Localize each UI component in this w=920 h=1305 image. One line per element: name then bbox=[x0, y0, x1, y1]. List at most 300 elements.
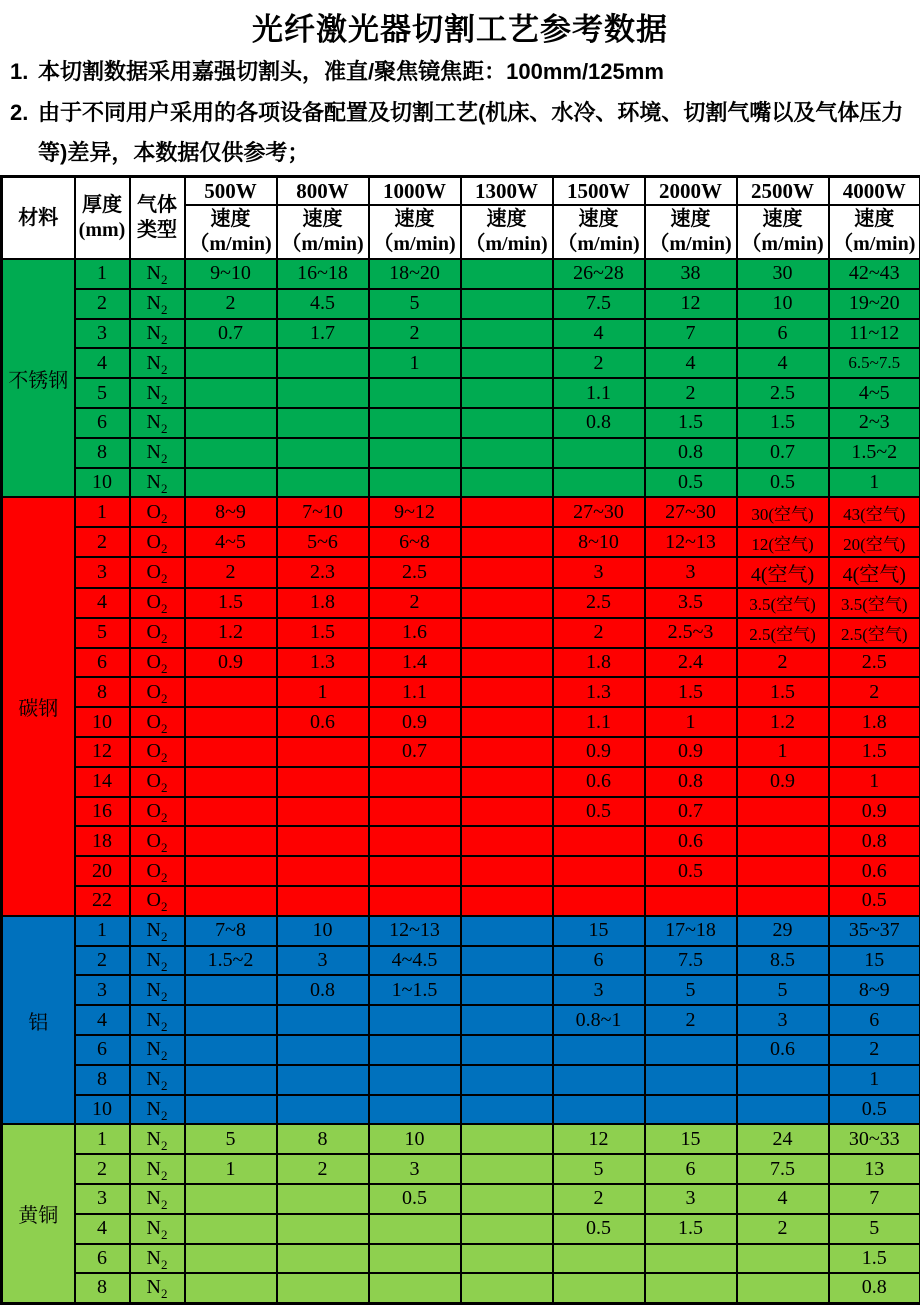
table-row bbox=[2, 1035, 920, 1065]
speed-cell bbox=[185, 1095, 277, 1125]
speed-cell: 9~10 bbox=[185, 259, 277, 289]
speed-cell: 38 bbox=[645, 259, 737, 289]
thickness-cell: 10 bbox=[75, 707, 130, 737]
speed-cell: 2 bbox=[185, 557, 277, 588]
speed-cell: 42~43 bbox=[829, 259, 920, 289]
speed-header-2500W: 速度 （m/min) bbox=[737, 205, 829, 259]
table-row bbox=[2, 408, 920, 438]
thickness-cell: 1 bbox=[75, 916, 130, 946]
thickness-cell: 14 bbox=[75, 767, 130, 797]
speed-cell bbox=[185, 707, 277, 737]
speed-cell: 0.6 bbox=[277, 707, 369, 737]
speed-cell bbox=[185, 856, 277, 886]
speed-cell bbox=[461, 468, 553, 498]
speed-cell: 0.8 bbox=[553, 408, 645, 438]
power-header-4000W: 4000W bbox=[829, 177, 920, 206]
speed-cell bbox=[461, 648, 553, 678]
thickness-cell: 8 bbox=[75, 438, 130, 468]
thickness-cell: 3 bbox=[75, 1184, 130, 1214]
table-row bbox=[2, 1214, 920, 1244]
table-row bbox=[2, 319, 920, 349]
speed-cell: 0.7 bbox=[645, 797, 737, 827]
thickness-cell: 16 bbox=[75, 797, 130, 827]
speed-cell bbox=[461, 259, 553, 289]
speed-cell: 1.5~2 bbox=[829, 438, 920, 468]
speed-cell: 4 bbox=[737, 1184, 829, 1214]
speed-cell bbox=[461, 946, 553, 976]
speed-cell: 1.5 bbox=[645, 408, 737, 438]
speed-cell: 0.7 bbox=[369, 737, 461, 767]
speed-cell bbox=[461, 1124, 553, 1154]
speed-cell: 1.5 bbox=[277, 618, 369, 648]
speed-cell: 27~30 bbox=[645, 497, 737, 527]
speed-cell: 1.2 bbox=[185, 618, 277, 648]
speed-cell: 1.6 bbox=[369, 618, 461, 648]
speed-cell: 6~8 bbox=[369, 527, 461, 557]
gas-cell: $N_2$ bbox=[130, 946, 185, 976]
speed-cell: 19~20 bbox=[829, 289, 920, 319]
table-row bbox=[2, 648, 920, 678]
speed-cell: 4~5 bbox=[185, 527, 277, 557]
table-row bbox=[2, 916, 920, 946]
speed-cell: 1.8 bbox=[277, 588, 369, 618]
thickness-cell: 8 bbox=[75, 677, 130, 707]
gas-cell: $O_2$ bbox=[130, 856, 185, 886]
gas-cell: $N_2$ bbox=[130, 1035, 185, 1065]
thickness-cell: 4 bbox=[75, 1214, 130, 1244]
speed-cell: 1.5~2 bbox=[185, 946, 277, 976]
speed-cell bbox=[277, 1184, 369, 1214]
material-cell: 不锈钢 bbox=[2, 259, 75, 497]
speed-cell bbox=[461, 826, 553, 856]
speed-cell bbox=[185, 1005, 277, 1035]
speed-cell: 1 bbox=[829, 468, 920, 498]
gas-cell: $O_2$ bbox=[130, 677, 185, 707]
speed-cell: 2 bbox=[737, 648, 829, 678]
thickness-cell: 2 bbox=[75, 1154, 130, 1184]
gas-cell: $N_2$ bbox=[130, 1095, 185, 1125]
note-2-text: 由于不同用户采用的各项设备配置及切割工艺(机床、水冷、环境、切割气嘴以及气体压力等)差异，本数据仅供参考； bbox=[38, 93, 912, 173]
speed-cell bbox=[737, 886, 829, 916]
table-row bbox=[2, 259, 920, 289]
speed-cell bbox=[185, 1273, 277, 1303]
speed-cell bbox=[461, 916, 553, 946]
table-row bbox=[2, 1095, 920, 1125]
speed-cell: 0.9 bbox=[829, 797, 920, 827]
thickness-cell: 10 bbox=[75, 468, 130, 498]
table-row bbox=[2, 1273, 920, 1303]
speed-cell: 5~6 bbox=[277, 527, 369, 557]
speed-cell bbox=[277, 438, 369, 468]
speed-cell bbox=[461, 289, 553, 319]
speed-cell: 1.5 bbox=[829, 737, 920, 767]
speed-cell: 8~10 bbox=[553, 527, 645, 557]
speed-cell: 1.4 bbox=[369, 648, 461, 678]
speed-cell: 0.6 bbox=[645, 826, 737, 856]
speed-cell: 7 bbox=[645, 319, 737, 349]
thickness-cell: 1 bbox=[75, 259, 130, 289]
speed-cell bbox=[461, 1035, 553, 1065]
speed-cell: 2 bbox=[369, 319, 461, 349]
speed-cell bbox=[185, 1184, 277, 1214]
speed-cell bbox=[277, 737, 369, 767]
speed-cell: 0.8~1 bbox=[553, 1005, 645, 1035]
speed-cell bbox=[737, 797, 829, 827]
speed-cell bbox=[461, 588, 553, 618]
note-1-text: 本切割数据采用嘉强切割头，准直/聚焦镜焦距：100mm/125mm bbox=[38, 52, 912, 92]
speed-cell: 3 bbox=[645, 1184, 737, 1214]
speed-cell bbox=[185, 826, 277, 856]
speed-cell: 0.5 bbox=[645, 856, 737, 886]
speed-cell: 0.5 bbox=[737, 468, 829, 498]
speed-cell bbox=[553, 468, 645, 498]
speed-cell bbox=[277, 1035, 369, 1065]
speed-cell bbox=[277, 1005, 369, 1035]
power-header-1500W: 1500W bbox=[553, 177, 645, 206]
speed-cell bbox=[553, 826, 645, 856]
table-row bbox=[2, 1244, 920, 1274]
speed-cell: 2.5 bbox=[829, 648, 920, 678]
speed-cell: 1.5 bbox=[185, 588, 277, 618]
speed-cell: 1.5 bbox=[737, 677, 829, 707]
speed-cell: 1.1 bbox=[369, 677, 461, 707]
speed-cell: 0.9 bbox=[369, 707, 461, 737]
speed-cell bbox=[369, 378, 461, 408]
speed-cell: 4(空气) bbox=[737, 557, 829, 588]
speed-cell: 0.8 bbox=[645, 438, 737, 468]
speed-cell: 3 bbox=[553, 557, 645, 588]
speed-cell: 3 bbox=[369, 1154, 461, 1184]
gas-cell: $O_2$ bbox=[130, 557, 185, 588]
speed-cell: 1.5 bbox=[645, 677, 737, 707]
speed-cell bbox=[461, 1273, 553, 1303]
speed-cell: 1 bbox=[369, 348, 461, 378]
speed-cell: 30~33 bbox=[829, 1124, 920, 1154]
thickness-column-header: 厚度 (mm) bbox=[75, 177, 130, 260]
speed-cell: 0.6 bbox=[829, 856, 920, 886]
speed-cell bbox=[461, 1214, 553, 1244]
thickness-cell: 4 bbox=[75, 348, 130, 378]
speed-cell: 0.5 bbox=[829, 1095, 920, 1125]
speed-cell bbox=[277, 886, 369, 916]
speed-cell: 1 bbox=[829, 1065, 920, 1095]
thickness-cell: 3 bbox=[75, 319, 130, 349]
speed-cell: 15 bbox=[553, 916, 645, 946]
speed-cell bbox=[369, 886, 461, 916]
speed-cell: 2.5~3 bbox=[645, 618, 737, 648]
speed-cell: 1.8 bbox=[553, 648, 645, 678]
speed-cell: 6 bbox=[645, 1154, 737, 1184]
speed-cell bbox=[461, 1005, 553, 1035]
speed-cell bbox=[277, 1244, 369, 1274]
speed-cell: 1 bbox=[645, 707, 737, 737]
speed-cell: 13 bbox=[829, 1154, 920, 1184]
speed-cell: 6 bbox=[737, 319, 829, 349]
speed-cell bbox=[645, 886, 737, 916]
gas-cell: $N_2$ bbox=[130, 1154, 185, 1184]
gas-column-header: 气体 类型 bbox=[130, 177, 185, 260]
speed-cell: 5 bbox=[737, 975, 829, 1005]
speed-cell: 3 bbox=[553, 975, 645, 1005]
thickness-cell: 6 bbox=[75, 1244, 130, 1274]
speed-cell: 4~4.5 bbox=[369, 946, 461, 976]
table-row bbox=[2, 707, 920, 737]
thickness-cell: 1 bbox=[75, 497, 130, 527]
speed-cell: 2.5(空气) bbox=[737, 618, 829, 648]
thickness-cell: 12 bbox=[75, 737, 130, 767]
speed-cell: 1.5 bbox=[645, 1214, 737, 1244]
speed-cell: 0.9 bbox=[185, 648, 277, 678]
speed-cell bbox=[277, 767, 369, 797]
speed-cell: 26~28 bbox=[553, 259, 645, 289]
speed-cell bbox=[461, 497, 553, 527]
speed-cell: 0.6 bbox=[737, 1035, 829, 1065]
thickness-cell: 8 bbox=[75, 1065, 130, 1095]
speed-cell bbox=[277, 348, 369, 378]
speed-cell: 2.4 bbox=[645, 648, 737, 678]
speed-cell bbox=[185, 677, 277, 707]
speed-cell: 20(空气) bbox=[829, 527, 920, 557]
speed-cell bbox=[553, 1065, 645, 1095]
gas-cell: $O_2$ bbox=[130, 618, 185, 648]
table-row bbox=[2, 378, 920, 408]
speed-cell bbox=[369, 1005, 461, 1035]
gas-cell: $N_2$ bbox=[130, 468, 185, 498]
speed-cell bbox=[185, 886, 277, 916]
speed-cell bbox=[369, 1065, 461, 1095]
speed-cell bbox=[645, 1035, 737, 1065]
speed-cell: 10 bbox=[369, 1124, 461, 1154]
speed-cell: 30(空气) bbox=[737, 497, 829, 527]
speed-header-1500W: 速度 （m/min) bbox=[553, 205, 645, 259]
speed-cell: 0.6 bbox=[553, 767, 645, 797]
gas-cell: $N_2$ bbox=[130, 1124, 185, 1154]
speed-cell bbox=[737, 856, 829, 886]
notes-block bbox=[10, 52, 912, 174]
gas-cell: $N_2$ bbox=[130, 289, 185, 319]
speed-cell: 5 bbox=[553, 1154, 645, 1184]
speed-cell bbox=[277, 1214, 369, 1244]
table-row bbox=[2, 348, 920, 378]
speed-cell: 1 bbox=[185, 1154, 277, 1184]
speed-cell: 5 bbox=[829, 1214, 920, 1244]
speed-cell bbox=[369, 826, 461, 856]
speed-cell: 2~3 bbox=[829, 408, 920, 438]
speed-cell: 18~20 bbox=[369, 259, 461, 289]
material-cell: 碳钢 bbox=[2, 497, 75, 915]
gas-cell: $O_2$ bbox=[130, 707, 185, 737]
speed-cell: 6 bbox=[829, 1005, 920, 1035]
speed-cell bbox=[277, 468, 369, 498]
gas-cell: $O_2$ bbox=[130, 767, 185, 797]
table-row bbox=[2, 438, 920, 468]
speed-cell: 5 bbox=[645, 975, 737, 1005]
gas-cell: $O_2$ bbox=[130, 527, 185, 557]
speed-cell: 1 bbox=[829, 767, 920, 797]
speed-cell: 2.3 bbox=[277, 557, 369, 588]
speed-cell bbox=[645, 1065, 737, 1095]
gas-cell: $O_2$ bbox=[130, 826, 185, 856]
speed-cell: 1 bbox=[737, 737, 829, 767]
gas-cell: $N_2$ bbox=[130, 378, 185, 408]
gas-cell: $O_2$ bbox=[130, 737, 185, 767]
speed-cell: 2.5 bbox=[553, 588, 645, 618]
table-row bbox=[2, 767, 920, 797]
speed-cell: 2 bbox=[277, 1154, 369, 1184]
power-header-500W: 500W bbox=[185, 177, 277, 206]
gas-cell: $O_2$ bbox=[130, 797, 185, 827]
speed-cell: 2 bbox=[553, 348, 645, 378]
speed-cell bbox=[369, 1273, 461, 1303]
speed-cell: 1.2 bbox=[737, 707, 829, 737]
speed-cell: 0.9 bbox=[645, 737, 737, 767]
speed-cell bbox=[185, 378, 277, 408]
speed-cell: 8~9 bbox=[185, 497, 277, 527]
speed-cell bbox=[553, 1095, 645, 1125]
speed-cell: 3.5 bbox=[645, 588, 737, 618]
speed-cell: 0.7 bbox=[737, 438, 829, 468]
note-1 bbox=[10, 52, 912, 92]
speed-cell: 0.8 bbox=[277, 975, 369, 1005]
table-row bbox=[2, 975, 920, 1005]
speed-cell: 4 bbox=[737, 348, 829, 378]
thickness-cell: 3 bbox=[75, 975, 130, 1005]
speed-cell bbox=[369, 1244, 461, 1274]
speed-cell bbox=[369, 1214, 461, 1244]
speed-cell: 4 bbox=[553, 319, 645, 349]
speed-cell bbox=[645, 1095, 737, 1125]
speed-cell: 6.5~7.5 bbox=[829, 348, 920, 378]
gas-cell: $O_2$ bbox=[130, 588, 185, 618]
speed-cell: 4.5 bbox=[277, 289, 369, 319]
speed-cell: 0.9 bbox=[737, 767, 829, 797]
speed-cell bbox=[553, 886, 645, 916]
speed-cell: 1~1.5 bbox=[369, 975, 461, 1005]
speed-cell: 29 bbox=[737, 916, 829, 946]
thickness-cell: 5 bbox=[75, 378, 130, 408]
thickness-cell: 2 bbox=[75, 946, 130, 976]
speed-cell bbox=[369, 438, 461, 468]
speed-cell: 7.5 bbox=[553, 289, 645, 319]
speed-cell bbox=[277, 378, 369, 408]
speed-cell bbox=[461, 797, 553, 827]
speed-cell bbox=[185, 468, 277, 498]
speed-cell bbox=[277, 1065, 369, 1095]
note-1-number: 1. bbox=[10, 52, 38, 92]
speed-cell: 3 bbox=[645, 557, 737, 588]
speed-header-500W: 速度 （m/min) bbox=[185, 205, 277, 259]
speed-cell bbox=[645, 1273, 737, 1303]
table-row bbox=[2, 1005, 920, 1035]
speed-cell: 7~10 bbox=[277, 497, 369, 527]
thickness-cell: 8 bbox=[75, 1273, 130, 1303]
speed-cell: 2 bbox=[645, 378, 737, 408]
speed-cell: 2 bbox=[369, 588, 461, 618]
speed-cell: 12(空气) bbox=[737, 527, 829, 557]
thickness-cell: 4 bbox=[75, 588, 130, 618]
table-row bbox=[2, 497, 920, 527]
speed-cell: 10 bbox=[277, 916, 369, 946]
note-2-number: 2. bbox=[10, 93, 38, 133]
thickness-cell: 6 bbox=[75, 648, 130, 678]
speed-cell: 1.3 bbox=[277, 648, 369, 678]
speed-header-1000W: 速度 （m/min) bbox=[369, 205, 461, 259]
speed-cell: 3.5(空气) bbox=[737, 588, 829, 618]
speed-cell: 2 bbox=[553, 1184, 645, 1214]
speed-cell: 5 bbox=[185, 1124, 277, 1154]
speed-cell bbox=[645, 1244, 737, 1274]
speed-cell: 12 bbox=[553, 1124, 645, 1154]
speed-cell: 1.8 bbox=[829, 707, 920, 737]
speed-cell: 0.8 bbox=[645, 767, 737, 797]
speed-cell: 1.1 bbox=[553, 707, 645, 737]
speed-cell bbox=[737, 826, 829, 856]
speed-header-2000W: 速度 （m/min) bbox=[645, 205, 737, 259]
thickness-cell: 2 bbox=[75, 527, 130, 557]
material-column-header: 材料 bbox=[2, 177, 75, 260]
speed-cell bbox=[737, 1244, 829, 1274]
speed-cell bbox=[461, 856, 553, 886]
thickness-cell: 20 bbox=[75, 856, 130, 886]
speed-cell bbox=[553, 1035, 645, 1065]
speed-cell: 3.5(空气) bbox=[829, 588, 920, 618]
speed-cell bbox=[369, 856, 461, 886]
material-cell: 黄铜 bbox=[2, 1124, 75, 1303]
speed-cell: 12~13 bbox=[645, 527, 737, 557]
table-row bbox=[2, 946, 920, 976]
power-header-2000W: 2000W bbox=[645, 177, 737, 206]
table-row bbox=[2, 886, 920, 916]
table-row bbox=[2, 1154, 920, 1184]
speed-cell: 2 bbox=[829, 1035, 920, 1065]
speed-cell bbox=[461, 975, 553, 1005]
speed-cell: 4(空气) bbox=[829, 557, 920, 588]
speed-cell bbox=[277, 1273, 369, 1303]
speed-cell: 15 bbox=[829, 946, 920, 976]
speed-cell: 11~12 bbox=[829, 319, 920, 349]
speed-cell: 0.9 bbox=[553, 737, 645, 767]
speed-cell bbox=[461, 408, 553, 438]
table-row bbox=[2, 289, 920, 319]
table-row bbox=[2, 1184, 920, 1214]
speed-cell bbox=[185, 767, 277, 797]
speed-cell: 35~37 bbox=[829, 916, 920, 946]
speed-cell: 2 bbox=[737, 1214, 829, 1244]
speed-cell: 1.7 bbox=[277, 319, 369, 349]
speed-cell bbox=[369, 797, 461, 827]
table-row bbox=[2, 588, 920, 618]
table-row bbox=[2, 737, 920, 767]
speed-cell: 0.5 bbox=[553, 1214, 645, 1244]
speed-cell: 8~9 bbox=[829, 975, 920, 1005]
gas-cell: $N_2$ bbox=[130, 1273, 185, 1303]
speed-cell: 2.5 bbox=[737, 378, 829, 408]
speed-cell bbox=[185, 348, 277, 378]
gas-cell: $O_2$ bbox=[130, 648, 185, 678]
speed-cell: 9~12 bbox=[369, 497, 461, 527]
speed-cell: 6 bbox=[553, 946, 645, 976]
speed-cell: 17~18 bbox=[645, 916, 737, 946]
speed-cell bbox=[461, 677, 553, 707]
speed-cell: 3 bbox=[277, 946, 369, 976]
speed-cell: 43(空气) bbox=[829, 497, 920, 527]
speed-cell: 7.5 bbox=[737, 1154, 829, 1184]
gas-cell: $N_2$ bbox=[130, 319, 185, 349]
speed-cell: 8 bbox=[277, 1124, 369, 1154]
gas-cell: $N_2$ bbox=[130, 348, 185, 378]
thickness-cell: 3 bbox=[75, 557, 130, 588]
thickness-cell: 6 bbox=[75, 408, 130, 438]
